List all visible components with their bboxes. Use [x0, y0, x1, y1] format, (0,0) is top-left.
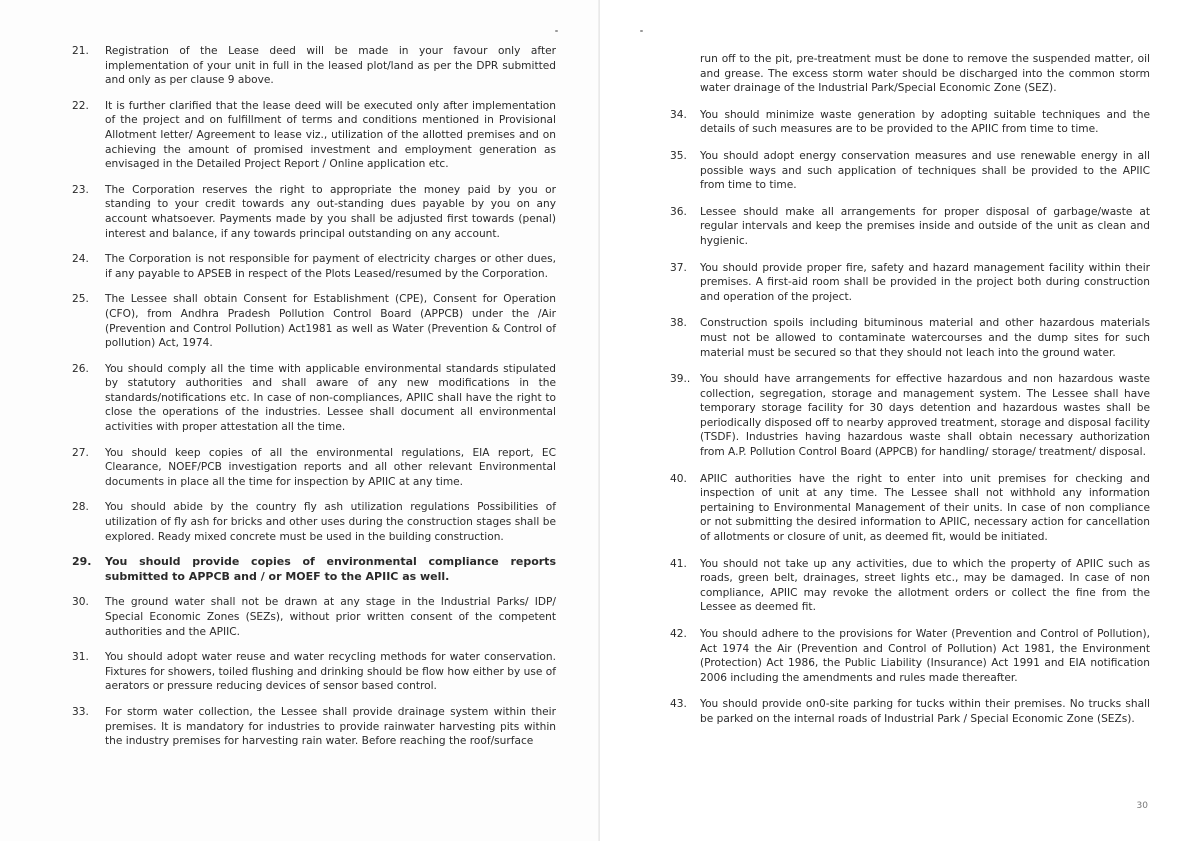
clause-text: You should comply all the time with applicable environmental standards stipulated by statutory authorities and shall aware of any new modifications in the standards/notifications etc. In case of non-compliances, APIIC shall have the right to close the operations of the industries. Lessee shall document all environmental activities with proper attestation all the time.	[105, 362, 556, 434]
clause-item	[670, 372, 1150, 460]
clause-item	[72, 650, 556, 694]
clause-number: 41.	[670, 557, 687, 570]
clause-text: It is further clarified that the lease deed will be executed only after implementation of the project and on fulfillment of terms and conditions mentioned in Provisional Allotment letter/ Agreement to lease viz., utilization of the allotted premises and on achieving the amount of promised investment and employment generation as envisaged in the Detailed Project Report / Online application etc.	[105, 99, 556, 171]
clause-number: 25.	[72, 293, 89, 306]
clause-text: You should adhere to the provisions for Water (Prevention and Control of Pollution), Act 1974 the Air (Prevention and Control of Pollution) Act 1981, the Environment (Protection) Act 1986, the Public Liability (Insurance) Act 1991 and EIA notification 2006 including the amendments and rules made thereafter.	[700, 628, 1150, 684]
clause-number: 33.	[72, 705, 89, 718]
clause-number: 21.	[72, 45, 89, 57]
clause-item	[72, 446, 556, 490]
clause-number: 34.	[670, 108, 687, 121]
clause-text: The ground water shall not be drawn at any stage in the Industrial Parks/ IDP/ Special Economic Zones (SEZs), without prior written consent of the competent authorities and the APIIC.	[105, 596, 556, 638]
clause-item	[72, 44, 556, 88]
scan-speck	[640, 30, 643, 32]
clause-number: 27.	[72, 446, 89, 459]
clause-item	[670, 627, 1150, 685]
clause-number: 23.	[72, 183, 89, 196]
clause-number: 29.	[72, 555, 92, 569]
clause-item	[72, 595, 556, 639]
clause-item	[670, 149, 1150, 193]
clause-number: 40.	[670, 472, 687, 485]
page-number: 30	[1136, 801, 1148, 811]
clause-number: 42.	[670, 628, 687, 640]
clause-number: 39..	[670, 373, 691, 386]
clause-text: The Corporation is not responsible for payment of electricity charges or other dues, if any payable to APSEB in respect of the Plots Leased/resumed by the Corporation.	[105, 253, 556, 280]
clause-number: 30.	[72, 596, 89, 609]
clause-text: For storm water collection, the Lessee shall provide drainage system within their premises. It is mandatory for industries to provide rainwater harvesting pits within the industry premises for harvesting rain water. Before reaching the roof/surface	[105, 705, 556, 748]
clause-text: APIIC authorities have the right to enter into unit premises for checking and inspection of unit at any time. The Lessee shall not withhold any information pertaining to Environmental Management of their units. In case of non compliance or not submitting the desired information to APIIC, necessary action for cancellation of allotments or closure of unit, as deemed fit, would be initiated.	[700, 472, 1150, 544]
scan-speck	[555, 30, 558, 32]
clause-item	[72, 362, 556, 435]
clause-number: 38.	[670, 317, 687, 330]
clause-number: 24.	[72, 253, 89, 266]
clause-item	[72, 555, 556, 584]
clause-number: 28.	[72, 501, 89, 514]
clause-item	[670, 557, 1150, 615]
clause-item	[670, 108, 1150, 137]
continued-paragraph: run off to the pit, pre-treatment must be done to remove the suspended matter, oil and grease. The excess storm water should be discharged into the common storm water drainage of the Industrial Park/Special Economic Zone (SEZ).	[700, 53, 1150, 95]
clause-text: You should abide by the country fly ash utilization regulations Possibilities of utilization of fly ash for bricks and other uses during the construction stages shall be explored. Ready mixed concrete must be used in the building construction.	[105, 501, 556, 543]
clause-number: 37.	[670, 261, 687, 274]
clause-text: The Corporation reserves the right to appropriate the money paid by you or standing to your credit towards any out-standing dues payable by you on any account whatsoever. Payments made by you shall be adjusted first towards (penal) interest and balance, if any towards principal outstanding on any account.	[105, 183, 556, 240]
clause-item	[670, 261, 1150, 305]
clause-text: You should have arrangements for effective hazardous and non hazardous waste collection, segregation, storage and management system. The Lessee shall have temporary storage facility for 30 days detention and hazardous wastes shall be periodically disposed off to nearby approved treatment, storage and disposal facility (TSDF). Industries having hazardous waste shall obtain necessary authorization from A.P. Pollution Control Board (APPCB) for handling/ storage/ treatment/ disposal.	[700, 373, 1150, 459]
clause-item	[72, 99, 556, 172]
clause-text: Registration of the Lease deed will be made in your favour only after implementation of your unit in full in the leased plot/land as per the DPR submitted and only as per clause 9 above.	[105, 45, 556, 87]
clause-text: You should provide on0-site parking for tucks within their premises. No trucks shall be parked on the internal roads of Industrial Park / Special Economic Zone (SEZs).	[700, 698, 1150, 725]
clause-text: You should adopt water reuse and water recycling methods for water conservation. Fixtures for showers, toiled flushing and drinking should be flow how either by use of aerators or pressure reducing devices of sensor based control.	[105, 651, 556, 693]
clause-number: 36.	[670, 205, 687, 218]
clause-number: 26.	[72, 362, 89, 375]
clause-item	[72, 292, 556, 350]
clause-item	[670, 205, 1150, 249]
clause-number: 31.	[72, 651, 89, 664]
clause-text: Construction spoils including bituminous material and other hazardous materials must not be allowed to contaminate watercourses and the dump sites for such material must be secured so that they should not leach into the ground water.	[700, 317, 1150, 359]
clause-item	[670, 697, 1150, 726]
clause-item	[72, 252, 556, 281]
clause-text: You should adopt energy conservation measures and use renewable energy in all possible ways and such application of techniques shall be provided to the APIIC from time to time.	[700, 149, 1150, 192]
clause-item	[72, 705, 556, 749]
left-clause-list	[72, 44, 556, 749]
clause-text: The Lessee shall obtain Consent for Establishment (CPE), Consent for Operation (CFO), from Andhra Pradesh Pollution Control Board (APPCB) under the /Air (Prevention and Control Pollution) Act1981 as well as Water (Prevention & Control of pollution) Act, 1974.	[105, 293, 556, 350]
clause-number: 22.	[72, 99, 89, 112]
right-page	[600, 0, 1200, 841]
clause-text: You should not take up any activities, due to which the property of APIIC such as roads, green belt, drainages, street lights etc., may be damaged. In case of non compliance, APIIC may revoke the allotment orders or collect the fine from the Lessee as deemed fit.	[700, 557, 1150, 614]
clause-item	[72, 500, 556, 544]
clause-text: Lessee should make all arrangements for proper disposal of garbage/waste at regular intervals and keep the premises inside and outside of the unit as clean and hygienic.	[700, 205, 1150, 247]
clause-item	[670, 316, 1150, 360]
clause-item	[670, 472, 1150, 545]
clause-number: 35.	[670, 149, 687, 162]
clause-text: You should minimize waste generation by adopting suitable techniques and the details of such measures are to be provided to the APIIC from time to time.	[700, 108, 1150, 136]
clause-item	[72, 183, 556, 241]
clause-number: 43.	[670, 698, 687, 711]
clause-text: You should provide copies of environmental compliance reports submitted to APPCB and / or MOEF to the APIIC as well.	[105, 555, 556, 583]
right-clause-list	[670, 108, 1150, 727]
clause-text: You should keep copies of all the environmental regulations, EIA report, EC Clearance, NOEF/PCB investigation reports and all other relevant Environmental documents in place all the time for inspection by APIIC at any time.	[105, 446, 556, 488]
clause-text: You should provide proper fire, safety and hazard management facility within their premises. A first-aid room shall be provided in the project both during construction and operation of the project.	[700, 261, 1150, 303]
